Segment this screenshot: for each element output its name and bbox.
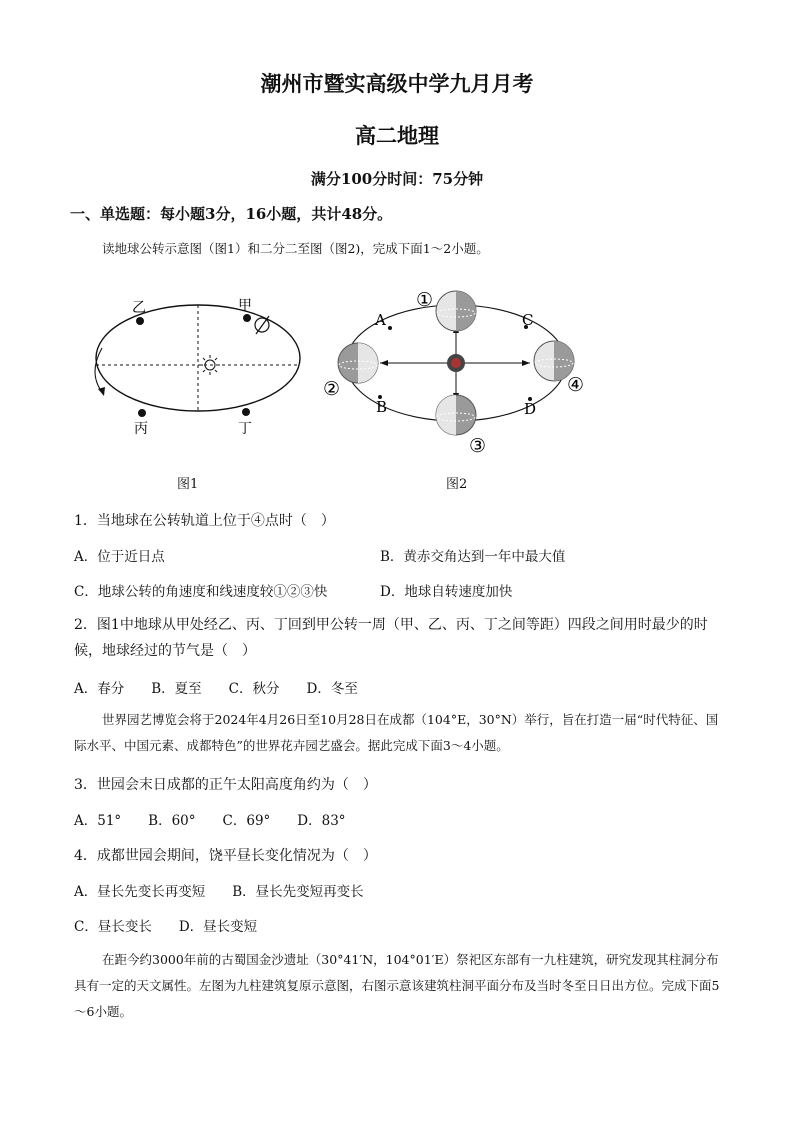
q2-options: A．春分 B．夏至 C．秋分 D．冬至 bbox=[74, 681, 358, 697]
label-2: ② bbox=[323, 378, 341, 400]
orbit-point-bing bbox=[138, 409, 146, 417]
label-ding: 丁 bbox=[238, 421, 252, 437]
point-A-dot bbox=[388, 326, 392, 330]
earth-position-3 bbox=[436, 395, 476, 435]
label-A: A bbox=[375, 311, 386, 329]
q1-stem: 1．当地球在公转轨道上位于④点时（ ） bbox=[74, 513, 335, 529]
label-B: B bbox=[376, 398, 388, 416]
q4-options-line2: C．昼长变长 D．昼长变短 bbox=[74, 919, 258, 935]
q1-option-b: B．黄赤交角达到一年中最大值 bbox=[380, 549, 566, 565]
figure2-solstice-equinox-diagram bbox=[318, 285, 598, 460]
figure1-caption: 图1 bbox=[177, 477, 199, 492]
label-jia: 甲 bbox=[238, 298, 252, 314]
section-heading: 一、单选题：每小题3分，16小题，共计48分。 bbox=[70, 205, 393, 223]
label-4: ④ bbox=[567, 374, 585, 396]
earth-position-1 bbox=[436, 291, 476, 331]
subject-title: 高二地理 bbox=[355, 123, 439, 148]
orbit-point-jia bbox=[243, 314, 251, 322]
q1-option-a: A．位于近日点 bbox=[74, 549, 165, 565]
label-D: D bbox=[524, 400, 537, 418]
score-time-line: 满分100分时间：75分钟 bbox=[310, 170, 484, 188]
sun-icon-2 bbox=[447, 354, 465, 372]
figure1-orbit-diagram bbox=[80, 288, 320, 448]
label-3: ③ bbox=[469, 435, 487, 457]
figure2-caption: 图2 bbox=[446, 477, 468, 492]
q3-options: A．51° B．60° C．69° D．83° bbox=[74, 813, 346, 829]
q4-options-line1: A．昼长先变长再变短 B．昼长先变短再变长 bbox=[74, 884, 364, 900]
exam-title: 潮州市暨实高级中学九月月考 bbox=[260, 71, 534, 96]
earth-position-2 bbox=[338, 343, 378, 383]
q1-option-d: D．地球自转速度加快 bbox=[380, 584, 513, 600]
passage3-intro: 在距今约3000年前的古蜀国金沙遗址（30°41′N，104°01′E）祭祀区东部有一九柱建筑，研究发现其柱洞分布具有一定的天文属性。左图为九柱建筑复原示意图，右图示意该建筑柱洞平面分布及当时冬至日日出方位。完成下面5～6小题。 bbox=[74, 952, 720, 1019]
label-C: C bbox=[522, 311, 534, 329]
label-yi: 乙 bbox=[132, 300, 146, 316]
q2-stem: 2．图1中地球从甲处经乙、丙、丁回到甲公转一周（甲、乙、丙、丁之间等距）四段之间用时最少的时候，地球经过的节气是（ ） bbox=[74, 617, 708, 659]
passage2-intro: 世界园艺博览会将于2024年4月26日至10月28日在成都（104°E，30°N）举行，旨在打造一届“时代特征、国际水平、中国元素、成都特色”的世界花卉园艺盛会。据此完成下面3～4小题。 bbox=[74, 712, 719, 753]
q1-option-c: C．地球公转的角速度和线速度较①②③快 bbox=[74, 584, 328, 600]
aphelion-marker-icon bbox=[255, 316, 269, 334]
q3-stem: 3．世园会末日成都的正午太阳高度角约为（ ） bbox=[74, 777, 377, 793]
orbit-point-yi bbox=[136, 317, 144, 325]
label-1: ① bbox=[416, 289, 434, 311]
orbit-point-ding bbox=[242, 408, 250, 416]
q4-stem: 4．成都世园会期间，饶平昼长变化情况为（ ） bbox=[74, 848, 377, 864]
passage1-intro: 读地球公转示意图（图1）和二分二至图（图2)，完成下面1～2小题。 bbox=[102, 241, 489, 256]
label-bing: 丙 bbox=[134, 421, 148, 437]
